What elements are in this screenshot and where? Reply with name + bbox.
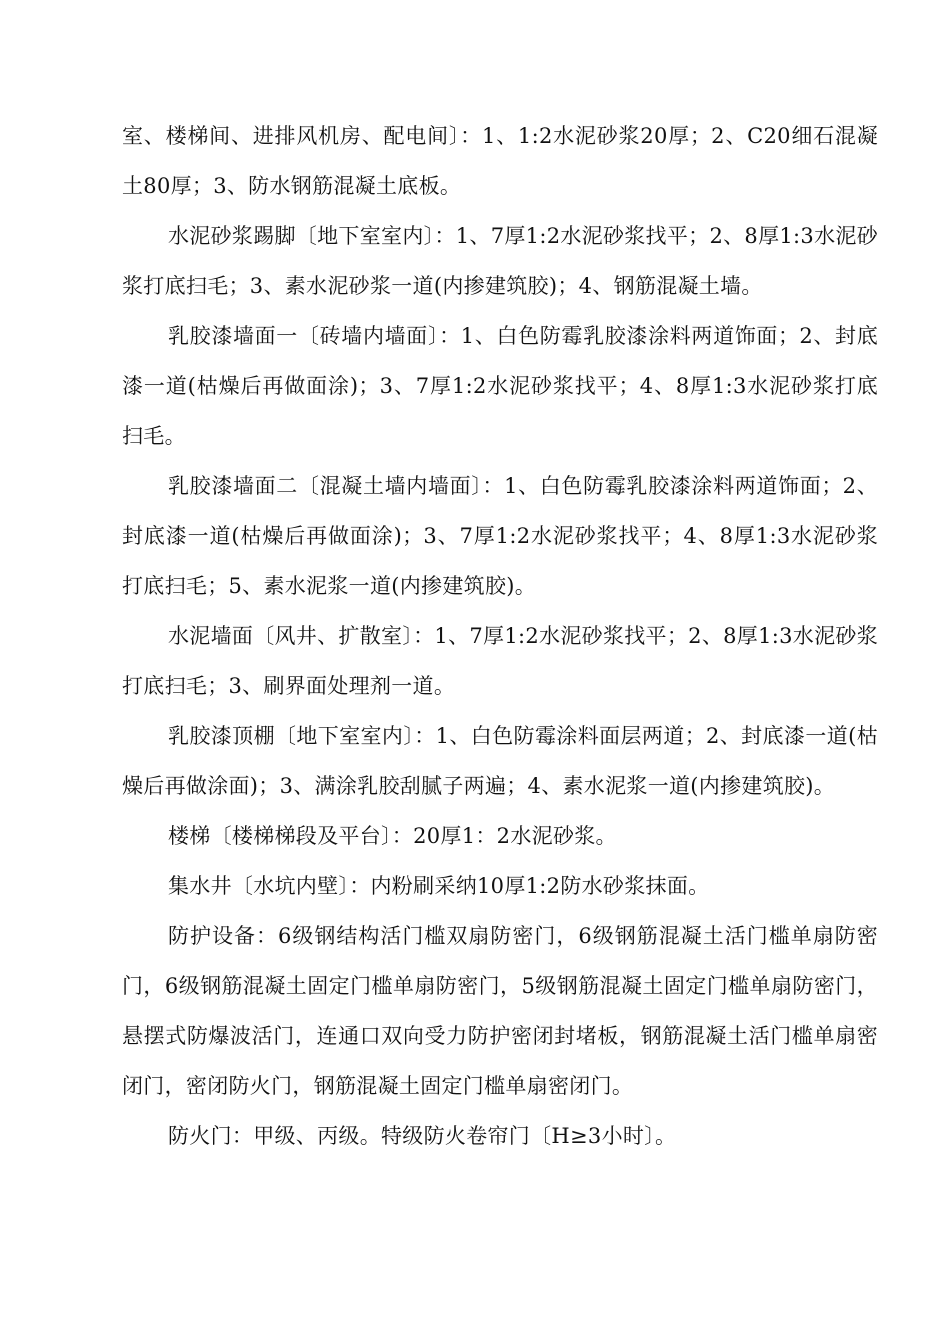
paragraph-fire-doors: 防火门：甲级、丙级。特级防火卷帘门〔H≥3小时〕。 [168, 1124, 677, 1148]
paragraph-cement-wall: 水泥墙面〔风井、扩散室〕：1、7厚1:2水泥砂浆找平；2、8厚1:3水泥砂浆打底扫毛；3、刷界面处理剂一道。 [122, 624, 878, 698]
paragraph-latex-ceiling: 乳胶漆顶棚〔地下室室内〕：1、白色防霉涂料面层两道；2、封底漆一道(枯燥后再做涂面)；3、满涂乳胶刮腻子两遍；4、素水泥浆一道(内掺建筑胶)。 [122, 724, 878, 798]
paragraph-sump: 集水井〔水坑内壁〕：内粉刷采纳10厚1:2防水砂浆抹面。 [168, 874, 710, 898]
paragraph-baseboard: 水泥砂浆踢脚〔地下室室内〕：1、7厚1:2水泥砂浆找平；2、8厚1:3水泥砂浆打底扫毛；3、素水泥砂浆一道(内掺建筑胶)；4、钢筋混凝土墙。 [122, 224, 878, 298]
paragraph-latex-wall-2: 乳胶漆墙面二〔混凝土墙内墙面〕：1、白色防霉乳胶漆涂料两道饰面；2、封底漆一道(枯燥后再做面涂)；3、7厚1:2水泥砂浆找平；4、8厚1:3水泥砂浆打底扫毛；5、素水泥浆一道(内掺建筑胶)。 [122, 474, 878, 598]
paragraph-protective-equipment: 防护设备：6级钢结构活门槛双扇防密门，6级钢筋混凝土活门槛单扇防密门，6级钢筋混凝土固定门槛单扇防密门，5级钢筋混凝土固定门槛单扇防密门，悬摆式防爆波活门，连通口双向受力防护密闭封堵板，钢筋混凝土活门槛单扇密闭门，密闭防火门，钢筋混凝土固定门槛单扇密闭门。 [122, 924, 878, 1098]
paragraph-latex-wall-1: 乳胶漆墙面一〔砖墙内墙面〕：1、白色防霉乳胶漆涂料两道饰面；2、封底漆一道(枯燥后再做面涂)；3、7厚1:2水泥砂浆找平；4、8厚1:3水泥砂浆打底扫毛。 [122, 324, 878, 448]
paragraph-stairs: 楼梯〔楼梯梯段及平台〕：20厚1：2水泥砂浆。 [168, 824, 617, 848]
paragraph-floor-continuation: 室、楼梯间、进排风机房、配电间〕：1、1:2水泥砂浆20厚；2、C20细石混凝土80厚；3、防水钢筋混凝土底板。 [122, 124, 878, 198]
document-body [122, 111, 878, 1161]
